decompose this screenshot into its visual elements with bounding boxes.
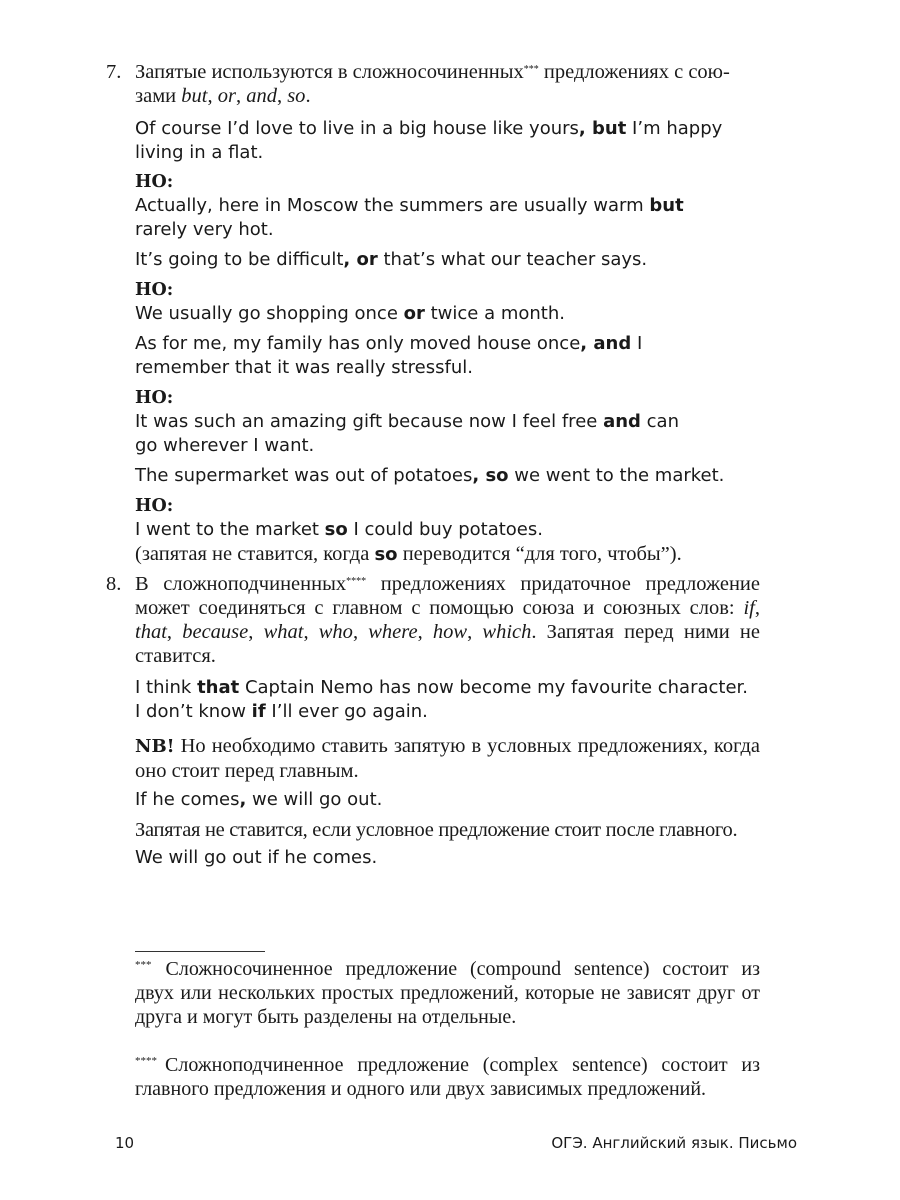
footnote-complex: **** Сложноподчиненное предложение (complex sentence) состоит из главного предложения и одного или двух зависимых предложений. (135, 1054, 760, 1100)
item-7-no-label-4: НО: (135, 496, 174, 516)
item-7-example-8: I went to the market so I could buy potatoes. (135, 519, 543, 540)
item-7-no-label-3: НО: (135, 388, 174, 408)
item-8-rule: В сложноподчиненных**** предложениях придаточное предложение может соединяться с главном с помощью союза и союзных слов: if, that, because, what, who, where, how, which. Запятая перед ними не ставится. (135, 573, 761, 667)
footnote-ref-complex: **** (346, 576, 367, 587)
item-7-no-label-2: НО: (135, 280, 174, 300)
item-7-example-7: The supermarket was out of potatoes, so we went to the market. (135, 465, 725, 486)
footnote-divider (135, 951, 265, 952)
item-8-nb: NB! Но необходимо ставить запятую в условных предложениях, когда оно стоит перед главным. (135, 735, 760, 782)
item-7-example-3: It’s going to be difficult, or that’s what our teacher says. (135, 249, 648, 270)
item-7-note: (запятая не ставится, когда so переводится “для того, чтобы”). (135, 543, 682, 565)
item-7-no-label-1: НО: (135, 172, 174, 192)
item-7-number: 7. (106, 61, 122, 83)
running-head: ОГЭ. Английский язык. Письмо (551, 1134, 797, 1152)
item-8-example-4: We will go out if he comes. (135, 847, 378, 868)
item-8-rule-2: Запятая не ставится, если условное предложение стоит после главного. (135, 819, 738, 841)
footnote-ref-compound: *** (523, 64, 539, 75)
item-7-example-2: Actually, here in Moscow the summers are usually warm but rarely very hot. (135, 195, 684, 240)
footnote-compound: *** Сложносочиненное предложение (compound sentence) состоит из двух или нескольких простых предложений, которые не зависят друг от друга и могут быть разделены на отдельные. (135, 958, 760, 1028)
item-7-example-6: It was such an amazing gift because now I feel free and can go wherever I want. (135, 411, 679, 456)
item-7-example-1: Of course I’d love to live in a big house like yours, but I’m happy living in a flat. (135, 118, 723, 163)
item-8-example-1: I think that Captain Nemo has now become my favourite character. (135, 677, 749, 698)
item-8-example-3: If he comes, we will go out. (135, 789, 383, 810)
page-number: 10 (115, 1134, 135, 1152)
item-7-example-5: As for me, my family has only moved house once, and I remember that it was really stressful. (135, 333, 643, 378)
item-8-number: 8. (106, 573, 122, 595)
item-7-example-4: We usually go shopping once or twice a month. (135, 303, 565, 324)
item-8-example-2: I don’t know if I’ll ever go again. (135, 701, 428, 722)
item-7-rule: Запятые используются в сложносочиненных*** предложениях с сою- зами but, or, and, so. (135, 61, 730, 107)
